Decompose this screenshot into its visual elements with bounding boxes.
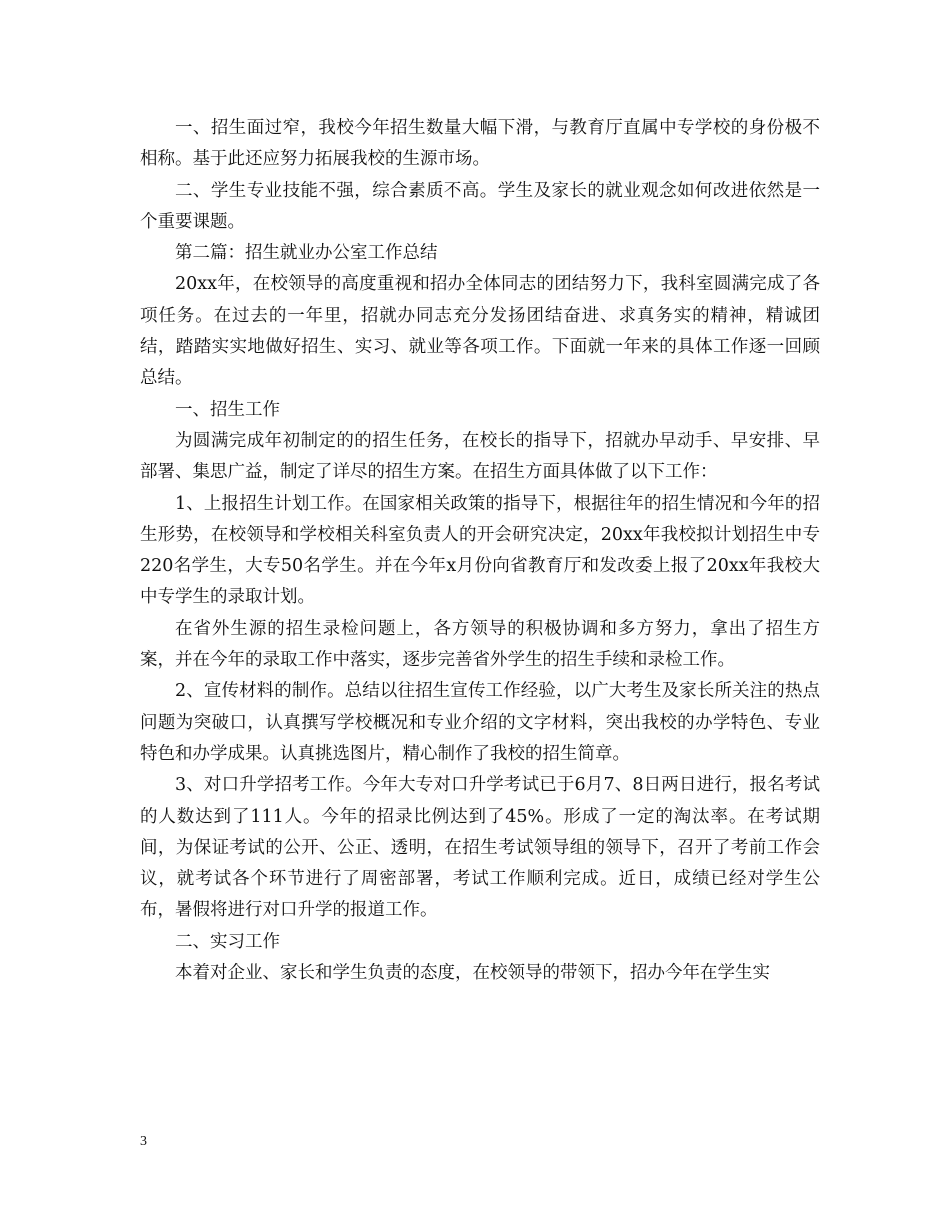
page-number: 3 [140, 1134, 147, 1149]
section-title-chapter-2: 第二篇：招生就业办公室工作总结 [175, 243, 438, 264]
paragraph-intro: 20xx年，在校领导的高度重视和招办全体同志的团结努力下，我科室圆满完成了各项任务。在过去的一年里，招就办同志充分发扬团结奋进、求真务实的精神，精诚团结，踏踏实实地做好招生、实习、就业等各项工作。下面就一年来的具体工作逐一回顾总结。 [140, 274, 820, 389]
paragraph-enrollment-overview: 为圆满完成年初制定的的招生任务，在校长的指导下，招就办早动手、早安排、早部署、集思广益，制定了详尽的招生方案。在招生方面具体做了以下工作： [140, 430, 820, 483]
document-body [140, 113, 820, 989]
paragraph-enrollment-plan: 1、上报招生计划工作。在国家相关政策的指导下，根据往年的招生情况和今年的招生形势，在校领导和学校相关科室负责人的开会研究决定，20xx年我校拟计划招生中专220名学生，大专50名学生。并在今年x月份向省教育厅和发改委上报了20xx年我校大中专学生的录取计划。 [140, 493, 820, 608]
paragraph-internship: 本着对企业、家长和学生负责的态度，在校领导的带领下，招办今年在学生实 [175, 963, 770, 984]
heading-internship-work: 二、实习工作 [175, 931, 280, 952]
heading-enrollment-work: 一、招生工作 [175, 399, 280, 420]
paragraph-problem-1: 一、招生面过窄，我校今年招生数量大幅下滑，与教育厅直属中专学校的身份极不相称。基于此还应努力拓展我校的生源市场。 [140, 118, 820, 170]
paragraph-problem-2: 二、学生专业技能不强，综合素质不高。学生及家长的就业观念如何改进依然是一个重要课题。 [140, 180, 820, 232]
paragraph-out-of-province: 在省外生源的招生录检问题上，各方领导的积极协调和多方努力，拿出了招生方案，并在今年的录取工作中落实，逐步完善省外学生的招生手续和录检工作。 [140, 618, 820, 671]
paragraph-exam-work: 3、对口升学招考工作。今年大专对口升学考试已于6月7、8日两日进行，报名考试的人数达到了111人。今年的招录比例达到了45%。形成了一定的淘汰率。在考试期间，为保证考试的公开、公正、透明，在招生考试领导组的领导下，召开了考前工作会议，就考试各个环节进行了周密部署，考试工作顺利完成。近日，成绩已经对学生公布，暑假将进行对口升学的报道工作。 [140, 775, 820, 921]
paragraph-promo-materials: 2、宣传材料的制作。总结以往招生宣传工作经验，以广大考生及家长所关注的热点问题为突破口，认真撰写学校概况和专业介绍的文字材料，突出我校的办学特色、专业特色和办学成果。认真挑选图片，精心制作了我校的招生简章。 [140, 681, 820, 764]
